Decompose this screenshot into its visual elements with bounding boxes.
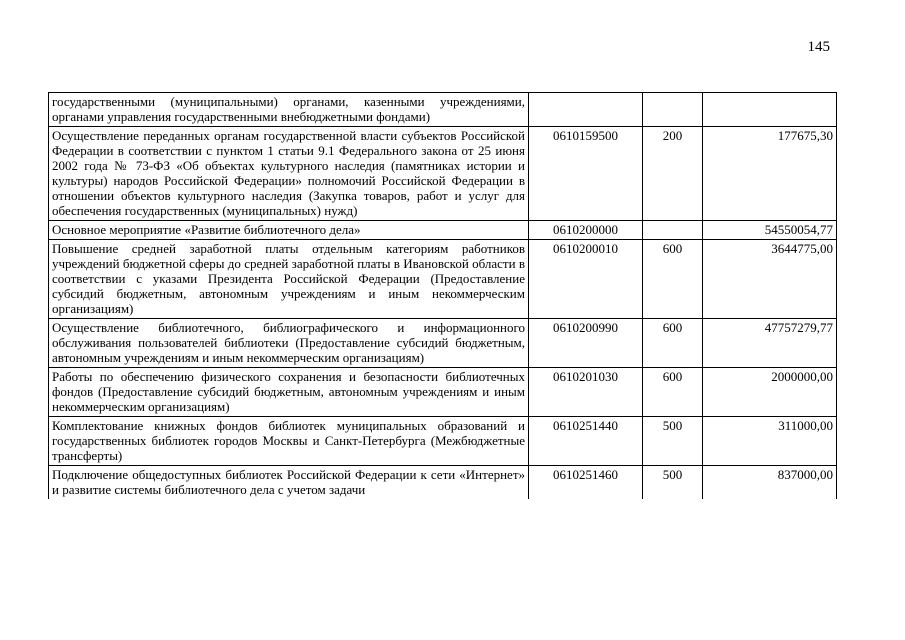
row-name: государственными (муниципальными) органами, казенными учреждениями, органами управления государственными внебюджетными фондами)	[49, 93, 529, 127]
row-sum: 3644775,00	[703, 240, 837, 319]
row-expense-type	[643, 93, 703, 127]
row-sum: 47757279,77	[703, 319, 837, 368]
row-code: 0610251440	[529, 417, 643, 466]
row-sum	[703, 93, 837, 127]
row-code: 0610251460	[529, 466, 643, 500]
row-sum: 311000,00	[703, 417, 837, 466]
row-expense-type	[643, 221, 703, 240]
row-name: Работы по обеспечению физического сохранения и безопасности библиотечных фондов (Предоставление субсидий бюджетным, автономным учреждениям и иным некоммерческим организациям)	[49, 368, 529, 417]
row-expense-type: 500	[643, 417, 703, 466]
row-code: 0610201030	[529, 368, 643, 417]
row-code: 0610159500	[529, 127, 643, 221]
table-row	[49, 93, 837, 127]
table-row	[49, 240, 837, 319]
row-name: Осуществление библиотечного, библиографического и информационного обслуживания пользователей библиотеки (Предоставление субсидий бюджетным, автономным учреждениям и иным некоммерческим организациям)	[49, 319, 529, 368]
row-code: 0610200000	[529, 221, 643, 240]
table-row	[49, 368, 837, 417]
row-sum: 54550054,77	[703, 221, 837, 240]
page-number: 145	[807, 39, 830, 55]
budget-table	[48, 92, 837, 499]
table-row	[49, 127, 837, 221]
row-expense-type: 600	[643, 240, 703, 319]
table-row	[49, 417, 837, 466]
row-name: Повышение средней заработной платы отдельным категориям работников учреждений бюджетной сферы до средней заработной платы в Ивановской области в соответствии с указами Президента Российской Федерации (Предоставление субсидий бюджетным, автономным учреждениям и иным некоммерческим организациям)	[49, 240, 529, 319]
row-code	[529, 93, 643, 127]
row-name: Основное мероприятие «Развитие библиотечного дела»	[49, 221, 529, 240]
row-sum: 177675,30	[703, 127, 837, 221]
row-sum: 2000000,00	[703, 368, 837, 417]
row-name: Комплектование книжных фондов библиотек муниципальных образований и государственных библиотек городов Москвы и Санкт-Петербурга (Межбюджетные трансферты)	[49, 417, 529, 466]
row-name: Осуществление переданных органам государственной власти субъектов Российской Федерации в соответствии с пунктом 1 статьи 9.1 Федерального закона от 25 июня 2002 года № 73-ФЗ «Об объектах культурного наследия (памятниках истории и культуры) народов Российской Федерации» полномочий Российской Федерации в отношении объектов культурного наследия (Закупка товаров, работ и услуг для обеспечения государственных (муниципальных) нужд)	[49, 127, 529, 221]
row-expense-type: 600	[643, 368, 703, 417]
row-expense-type: 500	[643, 466, 703, 500]
row-code: 0610200990	[529, 319, 643, 368]
row-expense-type: 600	[643, 319, 703, 368]
row-expense-type: 200	[643, 127, 703, 221]
table-row	[49, 319, 837, 368]
row-name: Подключение общедоступных библиотек Российской Федерации к сети «Интернет» и развитие системы библиотечного дела с учетом задачи	[49, 466, 529, 500]
table-row	[49, 466, 837, 500]
row-code: 0610200010	[529, 240, 643, 319]
row-sum: 837000,00	[703, 466, 837, 500]
table-row	[49, 221, 837, 240]
